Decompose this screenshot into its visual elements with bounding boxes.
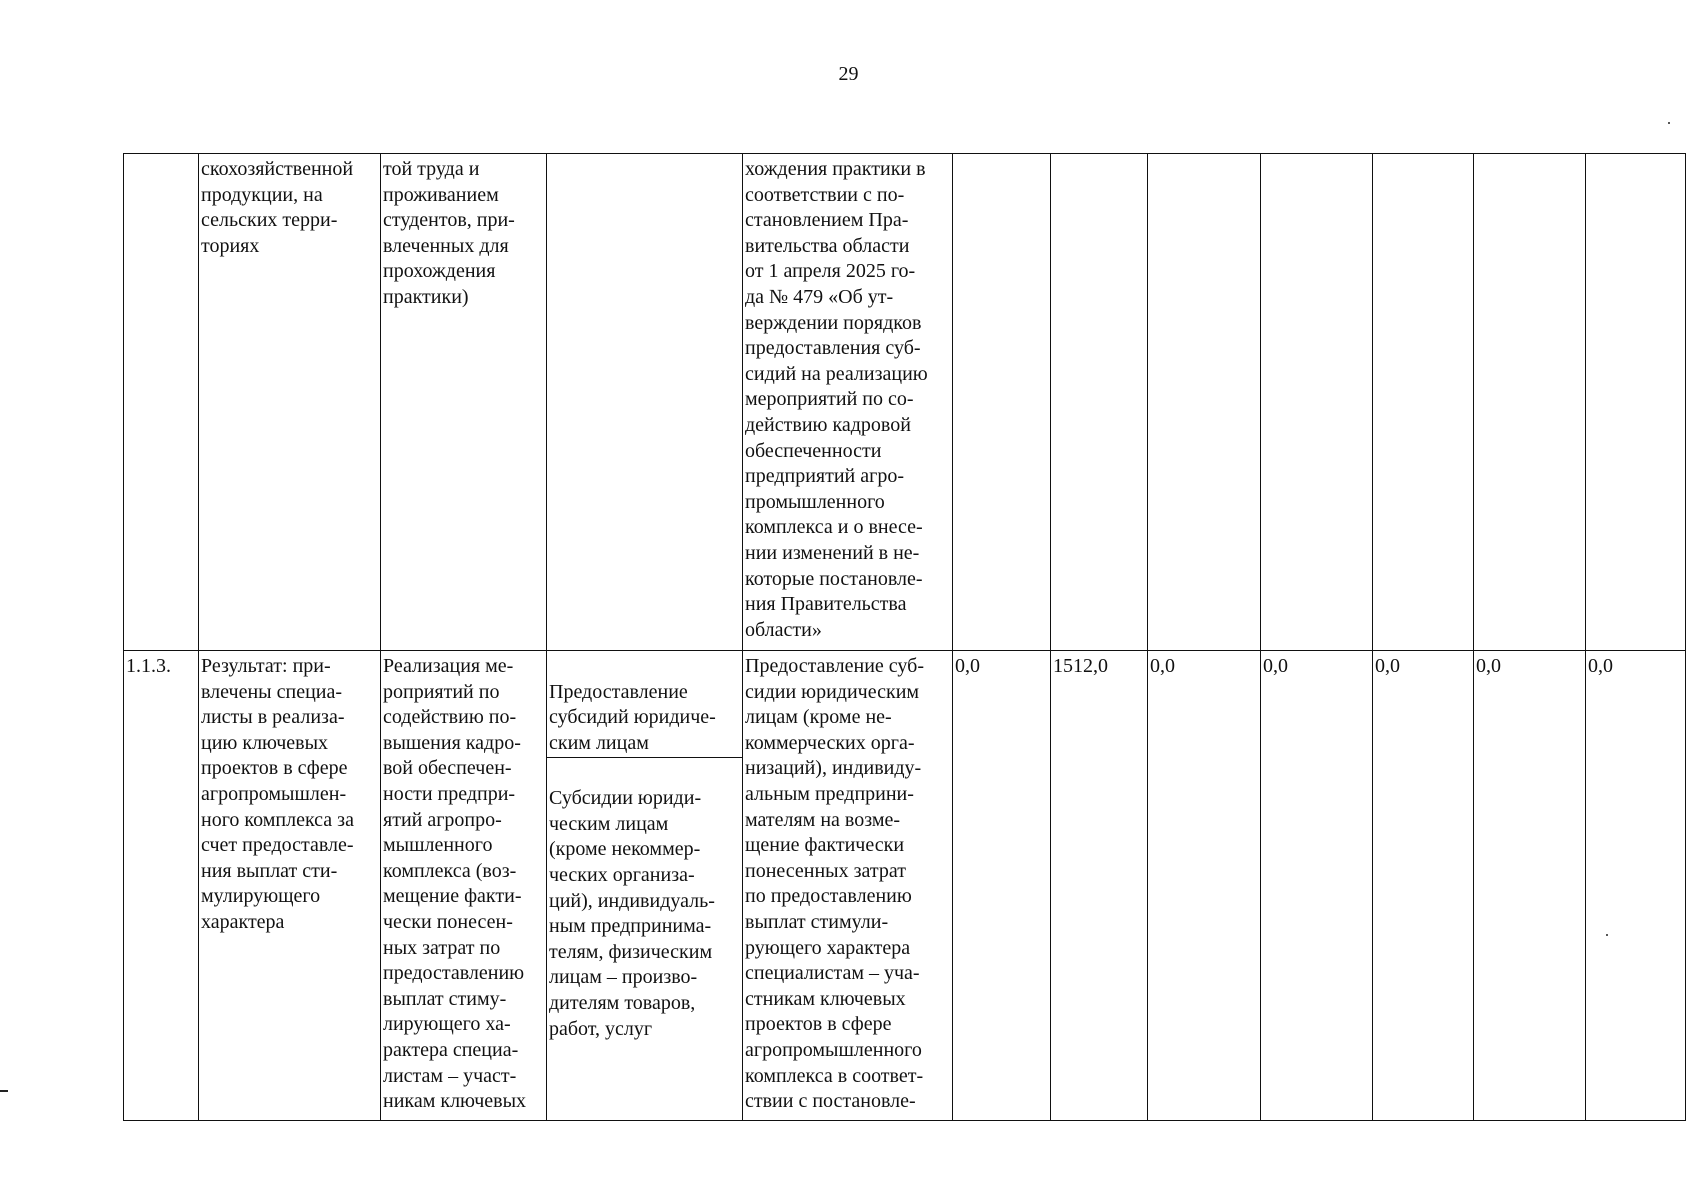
support-type-cell	[547, 651, 743, 1121]
value-cell: 0,0	[1148, 651, 1261, 1121]
value-cell	[1474, 154, 1586, 651]
value-cell	[1373, 154, 1474, 651]
support-type-cell	[547, 154, 743, 651]
value-cell: 0,0	[953, 651, 1051, 1121]
description-cell: хождения практики в соответствии с по- становлением Пра- вительства области от 1 апреля 2025 го- да № 479 «Об ут- верждении порядков предоставления суб- сидий на реализацию мероприятий по со- действию кадровой обеспеченности предприятий агро- промышленного комплекса и о внесе- нии изменений в не- которые постановле- ния Правительства области»	[743, 154, 953, 651]
result-cell: скохозяйственной продукции, на сельских терри- ториях	[199, 154, 381, 651]
scan-edge-mark	[0, 1090, 8, 1092]
result-cell: Результат: при- влечены специа- листы в реализа- цию ключевых проектов в сфере агропромышлен- ного комплекса за счет предоставле- ния выплат сти- мулирующего характера	[199, 651, 381, 1121]
measure-cell: Реализация ме- роприятий по содействию по- вышения кадро- вой обеспечен- ности предпри- ятий агропро- мышленного комплекса (воз- мещение факти- чески понесен- ных затрат по предоставлению выплат стиму- лирующего ха- рактера специа- листам – участ- никам ключевых	[381, 651, 547, 1121]
row-number-cell: 1.1.3.	[124, 651, 199, 1121]
value-cell	[1051, 154, 1148, 651]
row-number-cell	[124, 154, 199, 651]
subsidy-recipients-text: Субсидии юриди- ческим лицам (кроме некоммер- ческих организа- ций), индивидуаль- ным предпринима- телям, физическим лицам – произво- дителям товаров, работ, услуг	[549, 787, 715, 1040]
value-cell: 0,0	[1261, 651, 1373, 1121]
scan-speck	[1668, 122, 1670, 124]
value-cell	[1148, 154, 1261, 651]
value-cell	[1586, 154, 1686, 651]
table-row	[124, 651, 1686, 1121]
value-cell: 0,0	[1474, 651, 1586, 1121]
value-cell	[953, 154, 1051, 651]
value-cell	[1261, 154, 1373, 651]
value-cell: 0,0	[1373, 651, 1474, 1121]
page-number: 29	[838, 63, 859, 85]
program-table	[123, 153, 1686, 1121]
description-cell: Предоставление суб- сидии юридическим лицам (кроме не- коммерческих орга- низаций), индивиду- альным предприни- мателям на возме- щение фактически понесенных затрат по предоставлению выплат стимули- рующего характера специалистам – уча- стникам ключевых проектов в сфере агропромышленного комплекса в соответ- ствии с постановле-	[743, 651, 953, 1121]
support-type-text: Предоставление субсидий юридиче- ским лицам	[547, 677, 742, 758]
measure-cell: той труда и проживанием студентов, при- влеченных для прохождения практики)	[381, 154, 547, 651]
value-cell: 0,0	[1586, 651, 1686, 1121]
value-cell: 1512,0	[1051, 651, 1148, 1121]
table-row	[124, 154, 1686, 651]
